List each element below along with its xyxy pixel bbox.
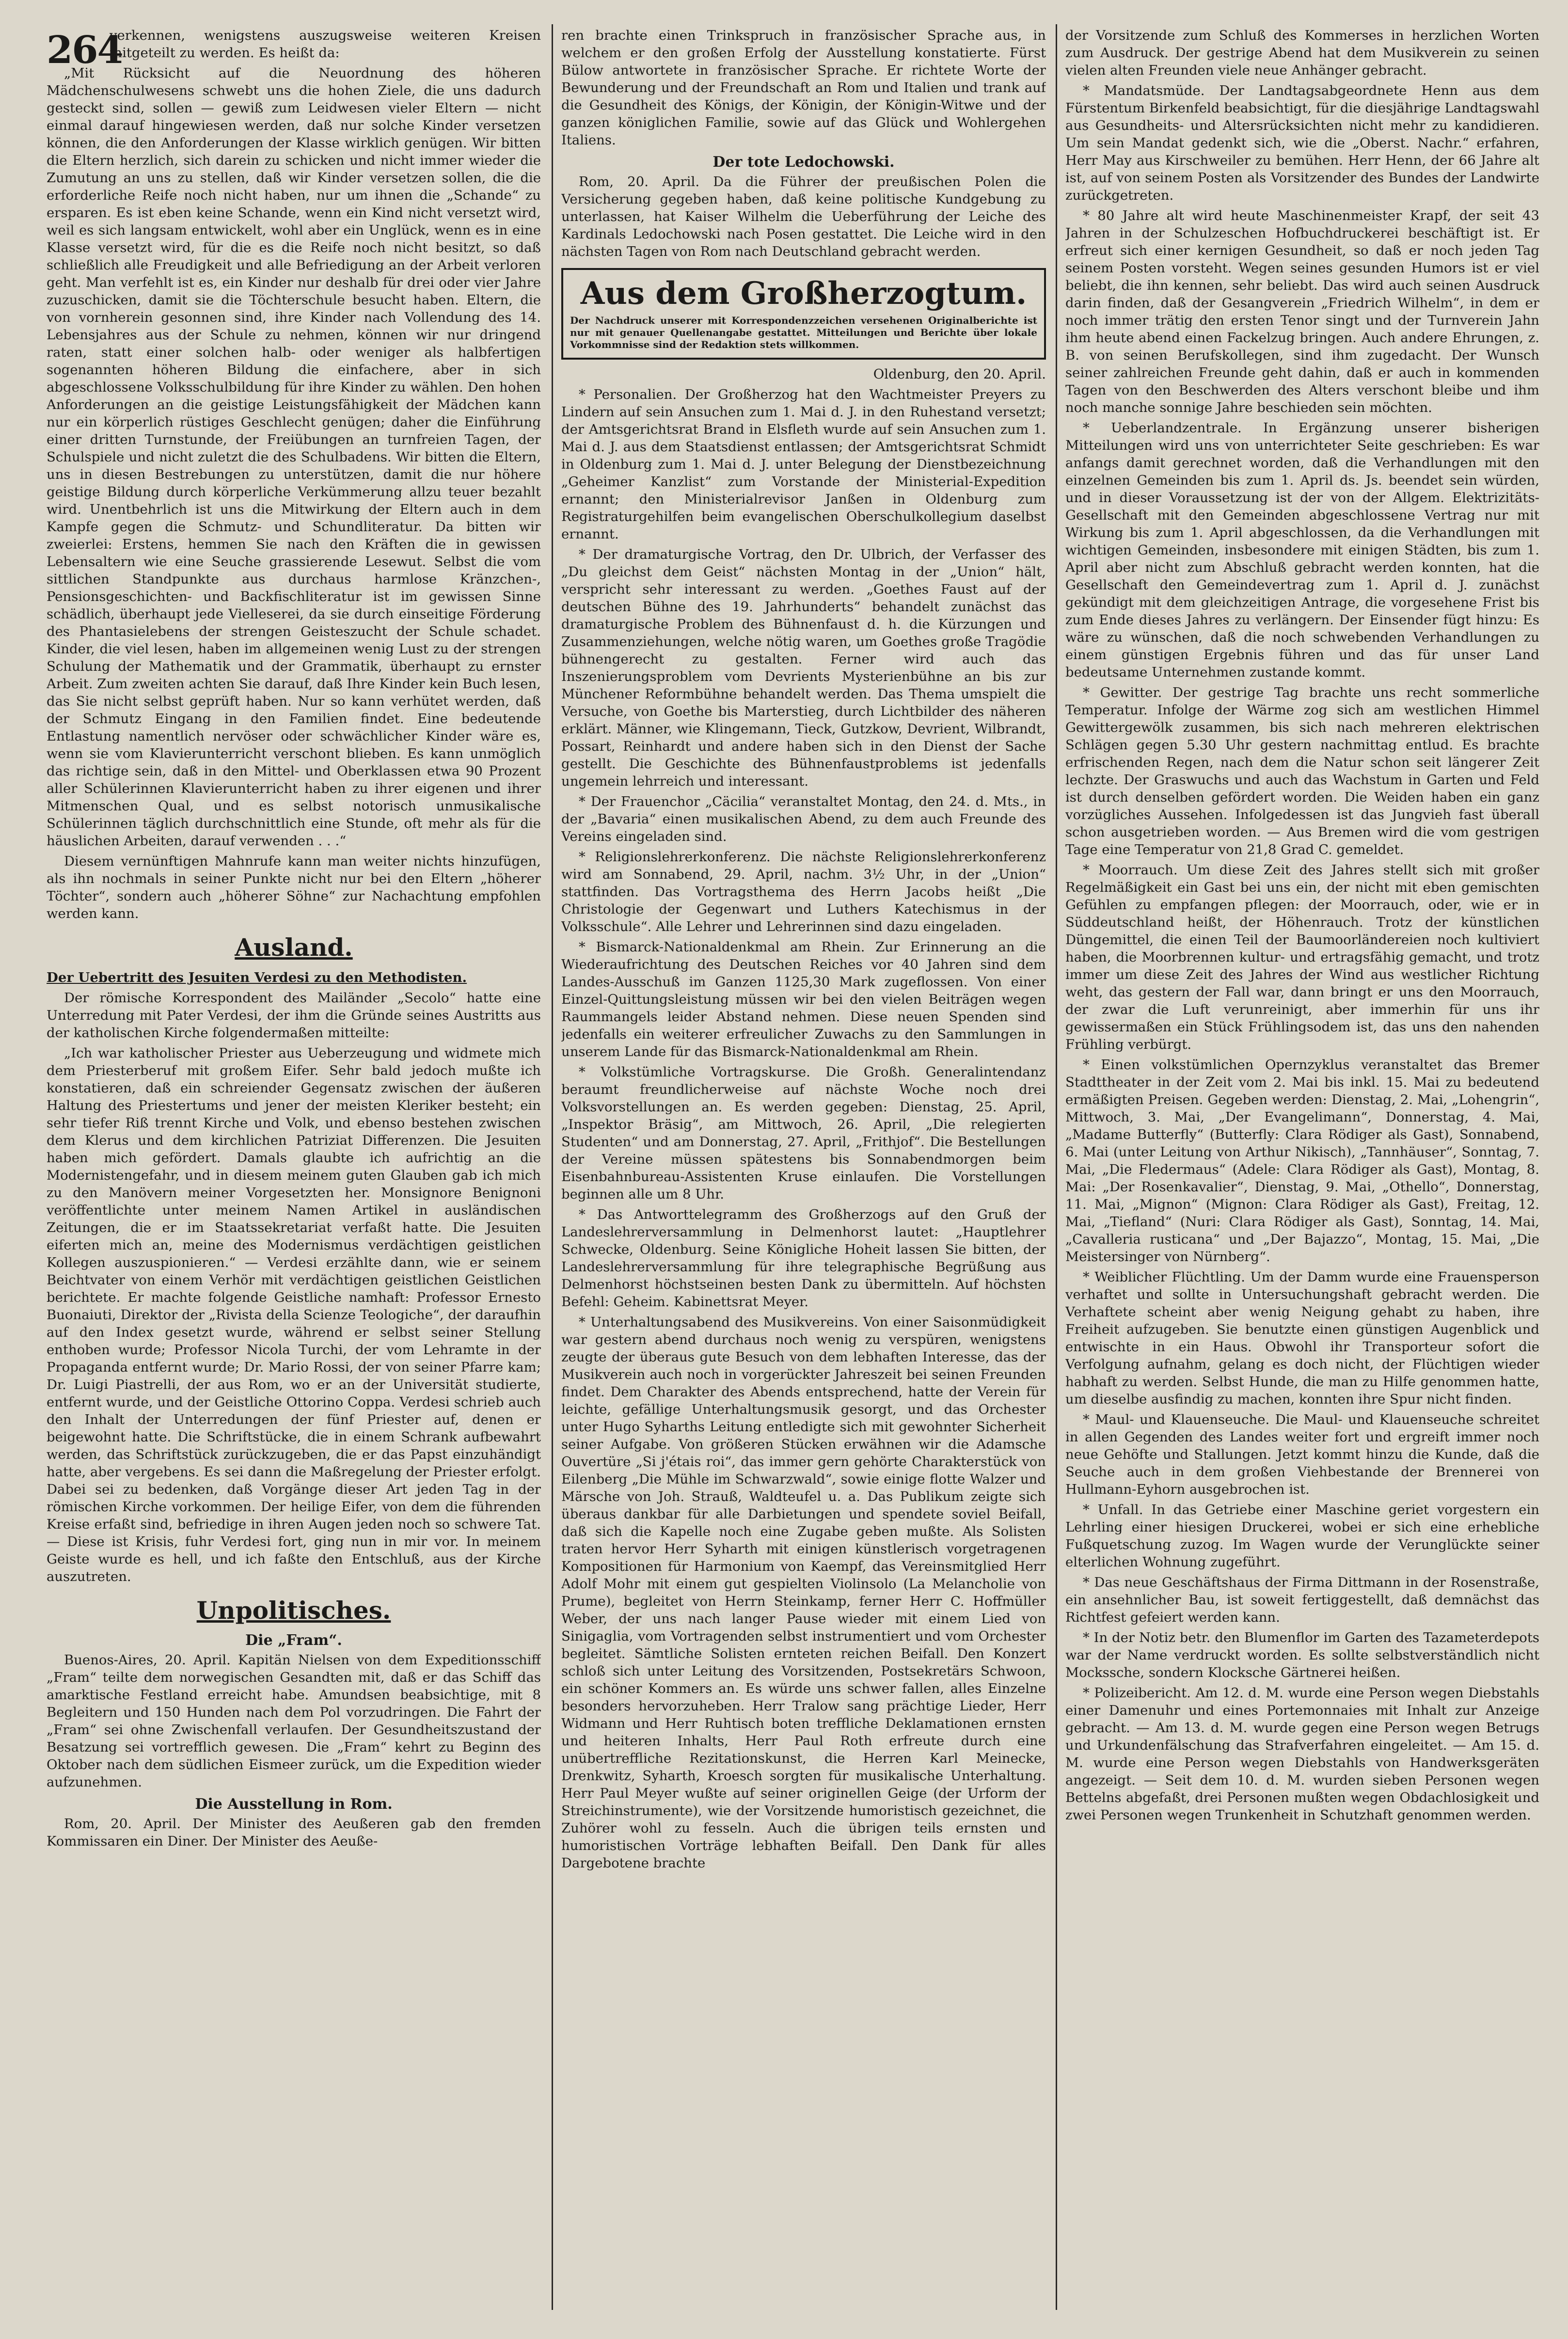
paragraph: Der römische Korrespondent des Mailänder „Secolo“ hatte eine Unterredung mit Pater Verdesi, der ihm die Gründe seines Austritts aus der katholischen Kirche folgendermaßen mitteilte: bbox=[47, 990, 541, 1041]
article-headline: Der tote Ledochowski. bbox=[713, 154, 895, 171]
paragraph: * Das neue Geschäftshaus der Firma Dittmann in der Rosenstraße, ein ansehnlicher Bau, ist soweit fertiggestellt, daß demnächst das Richtfest gefeiert werden kann. bbox=[1065, 1575, 1539, 1625]
paragraph: „Mit Rücksicht auf die Neuordnung des höheren Mädchenschulwesens schwebt uns die hohen Ziele, die uns dadurch gesteckt sind, sollen — gewiß zum Leidwesen vieler Eltern — nicht einmal darauf hingewiesen werden, daß nur solche Kinder versetzen können, die den Anforderungen der Klasse wirklich genügen. Wir bitten die Eltern herzlich, sich darein zu schicken und nicht immer wieder die Zumutung an uns zu stellen, daß wir Kinder versetzen sollen, die die erforderliche Reife noch nicht haben, nur um ihnen die „Schande“ zu ersparen. Es ist eben keine Schande, wenn ein Kind nicht versetzt wird, weil es sich langsam entwickelt, wohl aber ein Unglück, wenn es in eine Klasse versetzt wird, für die es die Reife noch nicht besitzt, so daß schließlich alle Freudigkeit und alle Befriedigung an der Arbeit verloren geht. Man verfehlt ist es, ein Kinder nur deshalb für drei oder vier Jahre zuzuschicken, damit sie die Töchterschule besucht haben. Eltern, die von vornherein gesonnen sind, ihre Kinder nach Vollendung des 14. Lebensjahres aus der Schule zu nehmen, können wir nur dringend raten, statt einer solchen halb- oder weniger als halbfertigen sogenannten höheren Bildung die einfachere, aber in sich abgeschlossene Volksschulbildung für ihre Kinder zu wählen. Den hohen Anforderungen an die geistige Leistungsfähigkeit der Mädchen kann nur ein körperlich rüstiges Geschlecht genügen; daher die Einführung einer dritten Turnstunde, der Freiübungen an turnfreien Tagen, der Schulspiele und nicht zuletzt die des Schulbadens. Wir bitten die Eltern, uns in diesen Bestrebungen zu unterstützen, damit die nur höhere geistige Bildung durch körperliche Verkümmerung allzu teuer bezahlt wird. Unentbehrlich ist uns die Mitwirkung der Eltern auch in dem Kampfe gegen die Schmutz- und Schundliteratur. Da bitten wir zweierlei: Erstens, hemmen Sie nach den Kräften die in gewissen Lebensaltern wie eine Seuche grassierende Lesewut. Selbst die vom sittlichen Standpunkte aus durchaus harmlose Kränzchen-, Pensionsgeschichten- und Backfischliteratur ist im gewissen Sinne schädlich, überhaupt jede Vielleserei, da sie durch einseitige Förderung des Phantasielebens der strengen Geisteszucht der Schule schadet. Kinder, die viel lesen, haben im allgemeinen wenig Lust zu der strengen Schulung der Mathematik und der Grammatik, überhaupt zu ernster Arbeit. Zum zweiten achten Sie darauf, daß Ihre Kinder kein Buch lesen, das Sie nicht selbst geprüft haben. Nur so kann verhütet werden, daß der Schmutz Eingang in den Familien findet. Eine bedeutende Entlastung namentlich nervöser oder schwächlicher Kinder wäre es, wenn sie vom Klavierunterricht verschont blieben. Es kann unmöglich das richtige sein, daß in den Mittel- und Oberklassen etwa 90 Prozent aller Schülerinnen Klavierunterricht haben zu ihrer eigenen und ihrer Mitmenschen Qual, und es selbst notorisch unmusikalische Schülerinnen täglich durchschnittlich eine Stunde, oft mehr als für die häuslichen Arbeiten, darauf verwenden . . .“ bbox=[47, 65, 541, 849]
paragraph: verkennen, wenigstens auszugsweise weiteren Kreisen mitgeteilt zu werden. Es heißt da: bbox=[110, 28, 541, 61]
paragraph: * Moorrauch. Um diese Zeit des Jahres stellt sich mit großer Regelmäßigkeit ein Gast bei uns ein, der nicht mit eben gemischten Gefühlen zu empfangen pflegen: der Moorrauch, oder, wie er in Süddeutschland heißt, der Höhenrauch. Trotz der künstlichen Düngemittel, die einen Teil der Baumoorländereien noch kultiviert haben, die Moorbrennen kultur- und ertragsfähig gemacht, und trotz immer um diese Zeit des Jahres der Wind aus westlicher Richtung weht, das gestern der Fall war, dann bringt er uns den Moorrauch, der zwar die Luft verunreinigt, aber immerhin für uns ihr gewissermaßen ein Stück Frühlingsodem ist, das uns den nahenden Frühling verbürgt. bbox=[1065, 862, 1539, 1052]
paragraph: * Polizeibericht. Am 12. d. M. wurde eine Person wegen Diebstahls einer Damenuhr und eines Portemonnaies mit Inhalt zur Anzeige gebracht. — Am 13. d. M. wurde gegen eine Person wegen Betrugs und Urkundenfälschung das Strafverfahren eingeleitet. — Am 15. d. M. wurde eine Person wegen Diebstahls von Handwerksgeräten angezeigt. — Seit dem 10. d. M. wurden sieben Personen wegen Bettelns abgefaßt, drei Personen mußten wegen Obdachlosigkeit und zwei Personen wegen Trunkenheit in Schutzhaft genommen werden. bbox=[1065, 1685, 1539, 1823]
paragraph: * In der Notiz betr. den Blumenflor im Garten des Tazameterdepots war der Name verdruckt worden. Es sollte selbstverständlich nicht Mockssche, sondern Klocksche Gärtnerei heißen. bbox=[1065, 1630, 1539, 1680]
paragraph: * Gewitter. Der gestrige Tag brachte uns recht sommerliche Temperatur. Infolge der Wärme zog sich am westlichen Himmel Gewittergewölk zusammen, bis sich nach mehreren elektrischen Schlägen gegen 5.30 Uhr gestern nachmittag entlud. Es brachte erfrischenden Regen, nach dem die Natur schon seit längerer Zeit lechzte. Der Graswuchs und auch das Wachstum in Garten und Feld ist durch denselben gefördert worden. Die Weiden haben ein ganz vorzügliches Aussehen. Infolgedessen ist das Jungvieh fast überall schon ausgetrieben worden. — Aus Bremen wird die vom gestrigen Tage eine Temperatur von 21,8 Grad C. gemeldet. bbox=[1065, 685, 1539, 857]
paragraph: * Personalien. Der Großherzog hat den Wachtmeister Preyers zu Lindern auf sein Ansuchen zum 1. Mai d. J. in den Ruhestand versetzt; der Amtsgerichtsrat Brand in Elsfleth wurde auf sein Ansuchen zum 1. Mai d. J. aus dem Staatsdienst entlassen; der Amtsgerichtsrat Schmidt in Oldenburg zum 1. Mai d. J. unter Belegung der Dienstbezeichnung „Geheimer Kanzlist“ zum Vorstande der Ministerial-Expedition ernannt; den Ministerialrevisor Janßen in Oldenburg zum Registraturgehilfen beim evangelischen Oberschulkollegium daselbst ernannt. bbox=[561, 387, 1046, 542]
paragraph: * Unterhaltungsabend des Musikvereins. Von einer Saisonmüdigkeit war gestern abend durchaus noch wenig zu verspüren, wenigstens zeugte der überaus gute Besuch von dem lebhaften Interesse, das der Musikverein auch noch in vorgerückter Jahreszeit bei seinen Freunden findet. Dem Charakter des Abends entsprechend, hatte der Verein für leichte, gefällige Unterhaltungsmusik gesorgt, und das Orchester unter Hugo Syharths Leitung entledigte sich mit gewohnter Sicherheit seiner Aufgabe. Von größeren Stücken erwähnen wir die Adamsche Ouvertüre „Si j'étais roi“, das immer gern gehörte Charakterstück von Eilenberg „Die Mühle im Schwarzwald“, sowie einige flotte Walzer und Märsche von Joh. Strauß, Waldteufel u. a. Das Publikum zeigte sich überaus dankbar für alle Darbietungen und spendete soviel Beifall, daß sich die Kapelle noch eine Zugabe geben mußte. Als Solisten traten hervor Herr Syharth mit einigen künstlerisch vorgetragenen Kompositionen für Harmonium von Kaempf, das Vereinsmitglied Herr Adolf Mohr mit einem gut gespielten Violinsolo (La Melancholie von Prume), begleitet von Herrn Steinkamp, ferner Herr C. Hoffmüller Weber, der uns nach langer Pause wieder mit einem Lied von Sinigaglia, vom Vortragenden selbst instrumentiert und vom Orchester begleitet. Sämtliche Solisten ernteten reichen Beifall. Den Konzert schloß sich unter Leitung des Vorsitzenden, Postsekretärs Schwoon, ein schöner Kommers an. Es würde uns schwer fallen, alles Einzelne besonders hervorzuheben. Herr Tralow sang prächtige Lieder, Herr Widmann und Herr Ruhtisch boten treffliche Deklamationen ernsten und heiteren Inhalts, Herr Paul Roth erfreute durch eine unübertreffliche Rezitationskunst, die Herren Karl Meinecke, Drenkwitz, Syharth, Kroesch sorgten für musikalische Unterhaltung. Herr Paul Meyer wußte auf seiner originellen Geige (der Urform der Streichinstrumente), wie der Vorsitzende humoristisch gezeichnet, die Zuhörer wohl zu fesseln. Auch die übrigen teils ernsten und humoristischen Vorträge lebhaften Beifall. Den Dank für alles Dargebotene brachte bbox=[561, 1314, 1046, 1871]
article-headline: Der Uebertritt des Jesuiten Verdesi zu den Methodisten. bbox=[47, 970, 467, 985]
section-heading: Aus dem Großherzogtum. bbox=[580, 275, 1027, 312]
paragraph: * Der Frauenchor „Cäcilia“ veranstaltet Montag, den 24. d. Mts., in der „Bavaria“ einen musikalischen Abend, zu dem auch Freunde des Vereins eingeladen sind. bbox=[561, 794, 1046, 844]
column-rule bbox=[552, 24, 553, 2310]
paragraph: * Religionslehrerkonferenz. Die nächste Religionslehrerkonferenz wird am Sonnabend, 29. April, nachm. 3½ Uhr, in der „Union“ stattfinden. Das Vortragsthema des Herrn Jacobs heißt „Die Christologie der Gegenwart und Luthers Katechismus in der Volksschule“. Alle Lehrer und Lehrerinnen sind dazu eingeladen. bbox=[561, 849, 1046, 934]
paragraph: * Der dramaturgische Vortrag, den Dr. Ulbrich, der Verfasser des „Du gleichst dem Geist“ nächsten Montag in der „Union“ hält, verspricht sehr interessant zu werden. „Goethes Faust auf der deutschen Bühne des 19. Jahrhunderts“ behandelt zunächst das dramaturgische Problem des Bühnenfaust d. h. die Kürzungen und Zusammenziehungen, welche nötig waren, um Goethes große Tragödie bühnengerecht zu gestalten. Ferner wird auch das Inszenierungsproblem vom Devrients Mysterienbühne an bis zur Münchener Reformbühne behandelt werden. Das Thema umspielt die Versuche, von Goethe bis Marterstieg, durch Lichtbilder des näheren erklärt. Männer, wie Klingemann, Tieck, Gutzkow, Devrient, Wilbrandt, Possart, Reinhardt und andere haben sich in den Dienst der Sache gestellt. Die Geschichte des Bühnenfaustproblems ist jedenfalls ungemein lehrreich und interessant. bbox=[561, 547, 1046, 789]
dateline: Oldenburg, den 20. April. bbox=[873, 366, 1046, 382]
paragraph: * Unfall. In das Getriebe einer Maschine geriet vorgestern ein Lehrling einer hiesigen Druckerei, wobei er sich eine erhebliche Fußquetschung zuzog. Im Wagen wurde der Verunglückte seiner elterlichen Wohnung zugeführt. bbox=[1065, 1502, 1539, 1570]
article-headline: Die Ausstellung in Rom. bbox=[195, 1796, 393, 1813]
paragraph: * Einen volkstümlichen Opernzyklus veranstaltet das Bremer Stadttheater in der Zeit vom 2. Mai bis inkl. 15. Mai zu bedeutend ermäßigten Preisen. Gegeben werden: Dienstag, 2. Mai, „Lohengrin“, Mittwoch, 3. Mai, „Der Evangelimann“, Donnerstag, 4. Mai, „Madame Butterfly“ (Butterfly: Clara Rödiger als Gast), Sonnabend, 6. Mai (unter Leitung von Arthur Nikisch), „Tannhäuser“, Sonntag, 7. Mai, „Die Fledermaus“ (Adele: Clara Rödiger als Gast), Montag, 8. Mai: „Der Rosenkavalier“, Dienstag, 9. Mai, „Othello“, Donnerstag, 11. Mai, „Mignon“ (Mignon: Clara Rödiger als Gast), Freitag, 12. Mai, „Tiefland“ (Nuri: Clara Rödiger als Gast), Sonntag, 14. Mai, „Cavalleria rusticana“ und „Der Bajazzo“, Montag, 15. Mai, „Die Meistersinger von Nürnberg“. bbox=[1065, 1057, 1539, 1264]
paragraph: * Mandatsmüde. Der Landtagsabgeordnete Henn aus dem Fürstentum Birkenfeld beabsichtigt, für die diesjährige Landtagswahl aus Gesundheits- und Altersrücksichten nicht mehr zu kandidieren. Um sein Mandat gedenkt sich, wie die „Oberst. Nachr.“ erfahren, Herr May aus Kirschweiler zu bemühen. Herr Henn, der 66 Jahre alt ist, auf von seinem Posten als Vorsitzender des Bundes der Landwirte zurückgetreten. bbox=[1065, 83, 1539, 203]
page-number: 264 bbox=[47, 28, 123, 72]
column-1 bbox=[47, 27, 541, 2310]
article-headline: Die „Fram“. bbox=[245, 1632, 342, 1649]
paragraph: ren brachte einen Trinkspruch in französischer Sprache aus, in welchem er den großen Erfolg der Ausstellung konstatierte. Fürst Bülow antwortete in französischer Sprache. Er richtete Worte der Bewunderung und der Freundschaft an Rom und Italien und trank auf die Gesundheit des Königs, der Königin, der Königin-Witwe und der ganzen königlichen Familie, sowie auf das Glück und Wohlergehen Italiens. bbox=[561, 28, 1046, 148]
section-heading: Unpolitisches. bbox=[196, 1596, 391, 1625]
paragraph: * Weiblicher Flüchtling. Um der Damm wurde eine Frauensperson verhaftet und sollte in Untersuchungshaft gebracht werden. Die Verhaftete scheint aber wenig Neigung gehabt zu haben, ihre Freiheit aufzugeben. Sie benutzte einen günstigen Augenblick und entwischte in ein Haus. Obwohl ihr Transporteur sofort die Verfolgung aufnahm, gelang es doch nicht, der Flüchtigen wieder habhaft zu werden. Selbst Hunde, die man zu Hilfe genommen hatte, um dieselbe ausfindig zu machen, konnten ihre Spur nicht finden. bbox=[1065, 1269, 1539, 1407]
paragraph: Rom, 20. April. Da die Führer der preußischen Polen die Versicherung gegeben haben, daß keine politische Kundgebung zu unterlassen, hat Kaiser Wilhelm die Ueberführung der Leiche des Kardinals Ledochowski nach Posen gestattet. Die Leiche wird in den nächsten Tagen von Rom nach Deutschland gebracht werden. bbox=[561, 174, 1046, 259]
paragraph: * 80 Jahre alt wird heute Maschinenmeister Krapf, der seit 43 Jahren in der Schulzeschen Hofbuchdruckerei beschäftigt ist. Er erfreut sich einer kernigen Gesundheit, so daß er noch jeden Tag seinem Posten vorsteht. Wegen seines gesunden Humors ist er viel beliebt, die ihn kennen, sehr beliebt. Das wird auch seinen Ausdruck darin finden, daß der Gesangverein „Friedrich Wilhelm“, in dem er noch immer trätig den ersten Tenor singt und der Turnverein Jahn ihm heute abend einen Fackelzug bringen. Auch andere Ehrungen, z. B. von seinen Berufskollegen, sind ihm zugedacht. Der Wunsch seiner zahlreichen Freunde geht dahin, daß er auch in kommenden Tagen von den Beschwerden des Alters verschont bleibe und ihm noch manche sonnige Jahre beschieden sein möchten. bbox=[1065, 208, 1539, 415]
paragraph: * Volkstümliche Vortragskurse. Die Großh. Generalintendanz beraumt freundlicherweise auf nächste Woche noch drei Volksvorstellungen an. Es werden gegeben: Dienstag, 25. April, „Inspektor Bräsig“, am Mittwoch, 26. April, „Die relegierten Studenten“ und am Donnerstag, 27. April, „Frithjof“. Die Bestellungen der Vereine müssen spätestens bis Sonnabendmorgen beim Eisenbahnbureau-Assistenten Kruse einlaufen. Die Vorstellungen beginnen alle um 8 Uhr. bbox=[561, 1064, 1046, 1202]
paragraph: * Bismarck-Nationaldenkmal am Rhein. Zur Erinnerung an die Wiederaufrichtung des Deutschen Reiches vor 40 Jahren sind dem Landes-Ausschuß im Ganzen 1125,30 Mark zugeflossen. Von einer Einzel-Quittungsleistung müssen wir bei den vielen Beiträgen wegen Raummangels leider Abstand nehmen. Diese neuen Spenden sind jedenfalls ein weiterer erfreulicher Zuwachs zu den Sammlungen in unserem Lande für das Bismarck-Nationaldenkmal am Rhein. bbox=[561, 939, 1046, 1059]
paragraph: der Vorsitzende zum Schluß des Kommerses in herzlichen Worten zum Ausdruck. Der gestrige Abend hat dem Musikverein zu seinen vielen alten Freunden viele neue Anhänger gebracht. bbox=[1065, 28, 1539, 78]
paragraph: „Ich war katholischer Priester aus Ueberzeugung und widmete mich dem Priesterberuf mit großem Eifer. Sehr bald jedoch mußte ich konstatieren, daß ein schreiender Gegensatz zwischen der äußeren Haltung des Priestertums und jener der meisten Kleriker besteht; ein sehr tiefer Riß trennt Kirche und Volk, und ebenso bestehen zwischen dem Klerus und dem kirchlichen Patriziat Differenzen. Die Jesuiten haben mich gefördert. Damals glaubte ich aufrichtig an die Modernistengefahr, und in diesem meinem guten Glauben gab ich mich zu den Manövern meiner Vorgesetzten her. Monsignore Benignoni veröffentlichte unter meinem Namen Artikel in ausländischen Zeitungen, die er im Staatssekretariat verfaßt hatte. Die Jesuiten eiferten mich an, meine des Modernismus verdächtigen geistlichen Kollegen auszuspionieren.“ — Verdesi erzählte dann, wie er seinem Beichtvater von einem Verhör mit verdächtigen geistlichen Geistlichen berichtete. Er machte folgende Geistliche namhaft: Professor Ernesto Buonaiuti, Direktor der „Rivista della Scienze Teologiche“, der daraufhin auf den Index gesetzt wurde, während er selbst seiner Stellung enthoben wurde; Professor Nicola Turchi, der vom Lehramte in der Propaganda entfernt wurde; Dr. Mario Rossi, der von seiner Pfarre kam; Dr. Luigi Piastrelli, der aus Rom, wo er an der Universität studierte, entfernt wurde, und der Geistliche Ottorino Coppa. Verdesi schrieb auch den Inhalt der Unterredungen der fünf Priester auf, denen er beigewohnt hatte. Die Schriftstücke, die in einem Schrank aufbewahrt werden, das Schriftstück zurückzugeben, die er das Papst einzuhändigt hatte, aber vergebens. Es sei dann die Maßregelung der Priester erfolgt. Dabei sei zu bedenken, daß Vorgänge dieser Art jeden Tag in der römischen Kirche vorkommen. Der heilige Eifer, von dem die führenden Kreise erfaßt sind, befriedige in ihren Augen jeden noch so schwere Tat. — Diese ist Krisis, fuhr Verdesi fort, ging nun in mir vor. In meinem Geiste wurde es hell, und ich faßte den Entschluß, aus der Kirche auszutreten. bbox=[47, 1045, 541, 1584]
paragraph: * Maul- und Klauenseuche. Die Maul- und Klauenseuche schreitet in allen Gegenden des Landes weiter fort und ergreift immer noch neue Gehöfte und Stallungen. Jetzt kommt hinzu die Kunde, daß die Seuche auch in dem großen Viehbestande der Brennerei von Hullmann-Eyhorn ausgebrochen ist. bbox=[1065, 1412, 1539, 1497]
paragraph: * Ueberlandzentrale. In Ergänzung unserer bisherigen Mitteilungen wird uns von unterrichteter Seite geschrieben: Es war anfangs damit gerechnet worden, daß die Verhandlungen mit den einzelnen Gemeinden bis zum 1. April ds. Js. beendet sein würden, und in dieser Voraussetzung ist der von der Allgem. Elektrizitäts-Gesellschaft mit den Gemeinden abgeschlossene Vertrag nur mit Wirkung bis zum 1. April abgeschlossen, da die Verhandlungen mit wichtigen Gemeinden, insbesondere mit einigen Städten, bis zum 1. April aber nicht zum Abschluß gebracht werden konnten, hat die Gesellschaft den Gemeindevertrag zum 1. April d. J. zunächst gekündigt mit dem gleichzeitigen Antrage, die vorgesehene Frist bis zum Ende dieses Jahres zu verlängern. Der Einsender fügt hinzu: Es wäre zu wünschen, daß die noch schwebenden Verhandlungen zu einem günstigen Ergebnis führen und das für unser Land bedeutsame Unternehmen zustande kommt. bbox=[1065, 420, 1539, 680]
paragraph: * Das Antworttelegramm des Großherzogs auf den Gruß der Landeslehrerversammlung in Delmenhorst lautet: „Hauptlehrer Schwecke, Oldenburg. Seine Königliche Hoheit lassen Sie bitten, der Landeslehrerversammlung für ihre telegraphische Begrüßung aus Delmenhorst höchstseinen besten Dank zu übermitteln. Auf höchsten Befehl: Geheim. Kabinettsrat Meyer. bbox=[561, 1207, 1046, 1310]
paragraph: Diesem vernünftigen Mahnrufe kann man weiter nichts hinzufügen, als ihn nochmals in seiner Punkte nicht nur bei den Eltern „höherer Töchter“, sondern auch „höherer Söhne“ zur Nachachtung empfohlen werden kann. bbox=[47, 853, 541, 921]
section-box bbox=[561, 268, 1046, 360]
paragraph: Buenos-Aires, 20. April. Kapitän Nielsen von dem Expeditionsschiff „Fram“ teilte dem norwegischen Gesandten mit, daß er das Schiff das amarktische Festland erreicht habe. Amundsen beabsichtige, mit 8 Begleitern und 150 Hunden nach dem Pol vorzudringen. Die Fahrt der „Fram“ sei ohne Zwischenfall verlaufen. Der Gesundheitszustand der Besatzung sei vortrefflich gewesen. Die „Fram“ kehrt zu Beginn des Oktober nach dem südlichen Eismeer zurück, um die Expedition wieder aufzunehmen. bbox=[47, 1652, 541, 1790]
paragraph: Rom, 20. April. Der Minister des Aeußeren gab den fremden Kommissaren ein Diner. Der Minister des Aeuße- bbox=[47, 1816, 541, 1849]
section-heading: Ausland. bbox=[235, 933, 353, 962]
column-3 bbox=[1065, 27, 1539, 2310]
reprint-note: Der Nachdruck unserer mit Korrespondenzzeichen versehenen Originalberichte ist nur mit genauer Quellenangabe gestattet. Mitteilungen und Berichte über lokale Vorkommnisse sind der Redaktion stets willkommen. bbox=[570, 315, 1037, 350]
column-rule bbox=[1056, 24, 1057, 2310]
column-2 bbox=[561, 27, 1046, 2310]
